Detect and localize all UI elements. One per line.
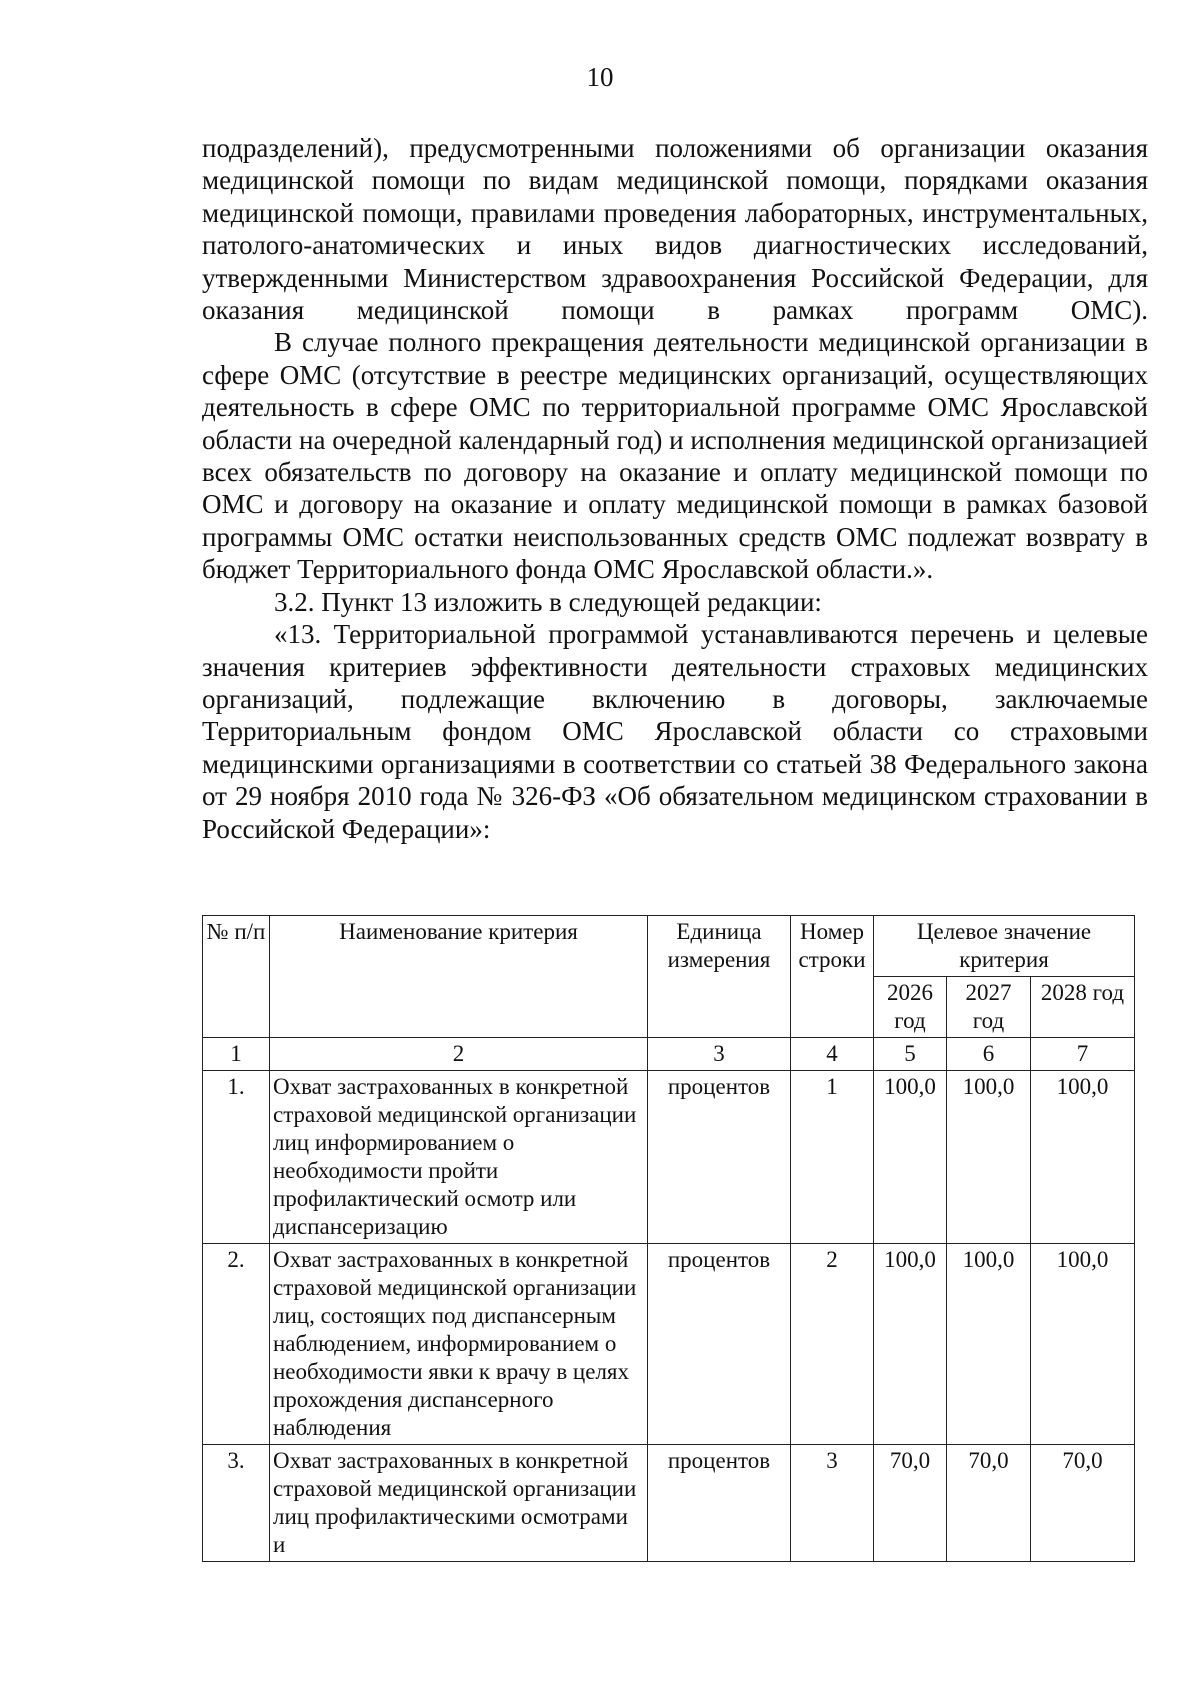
header-year-2026: 2026 год (874, 977, 947, 1038)
line-number: 2 (791, 1244, 874, 1445)
header-year-2027: 2027 год (947, 977, 1031, 1038)
row-num: 1. (203, 1071, 270, 1244)
value-2026: 100,0 (874, 1244, 947, 1445)
value-2026: 70,0 (874, 1445, 947, 1562)
row-num: 3. (203, 1445, 270, 1562)
page-number: 10 (586, 62, 614, 92)
header-num: № п/п (203, 916, 270, 1038)
table-row (203, 1071, 1135, 1244)
table-row (203, 1445, 1135, 1562)
column-number-row (203, 1038, 1135, 1071)
paragraph-item-13: «13. Территориальной программой устанавливаются перечень и целевые значения критериев эффективности деятельности страховых медицинских организаций, подлежащие включению в договоры, заключаемые Территориальным фондом ОМС Ярославской области со страховыми медицинскими организациями в соответствии со статьей 38 Федерального закона от 29 ноября 2010 года № 326-ФЗ «Об обязательном медицинском страховании в Российской Федерации»: (202, 619, 1148, 844)
criteria-table (202, 915, 1135, 1562)
paragraph-termination-case: В случае полного прекращения деятельности медицинской организации в сфере ОМС (отсутствие в реестре медицинских организаций, осуществляющих деятельность в сфере ОМС по территориальной программе ОМС Ярославской области на очередной календарный год) и исполнения медицинской организацией всех обязательств по договору на оказание и оплату медицинской помощи по ОМС и договору на оказание и оплату медицинской помощи в рамках базовой программы ОМС остатки неиспользованных средств ОМС подлежат возврату в бюджет Территориального фонда ОМС Ярославской области.». (202, 327, 1148, 585)
header-line: Номер строки (791, 916, 874, 1038)
header-name: Наименование критерия (270, 916, 648, 1038)
col-number: 1 (203, 1038, 270, 1071)
value-2028: 70,0 (1031, 1445, 1135, 1562)
paragraph-item-3-2: 3.2. Пункт 13 изложить в следующей редакции: (274, 586, 822, 617)
col-number: 6 (947, 1038, 1031, 1071)
value-2028: 100,0 (1031, 1071, 1135, 1244)
document-body (202, 132, 1148, 845)
unit-cell: процентов (648, 1445, 791, 1562)
line-number: 1 (791, 1071, 874, 1244)
col-number: 5 (874, 1038, 947, 1071)
col-number: 3 (648, 1038, 791, 1071)
header-row-1 (203, 916, 1135, 977)
header-target: Целевое значение критерия (874, 916, 1135, 977)
unit-cell: процентов (648, 1071, 791, 1244)
paragraph-continuation: подразделений), предусмотренными положениями об организации оказания медицинской помощи по видам медицинской помощи, порядками оказания медицинской помощи, правилами проведения лабораторных, инструментальных, патолого-анатомических и иных видов диагностических исследований, утвержденными Министерством здравоохранения Российской Федерации, для оказания медицинской помощи в рамках программ ОМС). (202, 133, 1148, 326)
value-2027: 100,0 (947, 1071, 1031, 1244)
line-number: 3 (791, 1445, 874, 1562)
table-row (203, 1244, 1135, 1445)
col-number: 7 (1031, 1038, 1135, 1071)
criterion-name: Охват застрахованных в конкретной страховой медицинской организации лиц, состоящих под диспансерным наблюдением, информированием о необходимости явки к врачу в целях прохождения диспансерного наблюдения (270, 1244, 648, 1445)
criterion-name: Охват застрахованных в конкретной страховой медицинской организации лиц информированием о необходимости пройти профилактический осмотр или диспансеризацию (270, 1071, 648, 1244)
col-number: 2 (270, 1038, 648, 1071)
value-2026: 100,0 (874, 1071, 947, 1244)
header-year-2028: 2028 год (1031, 977, 1135, 1038)
criterion-name: Охват застрахованных в конкретной страховой медицинской организации лиц профилактическими осмотрами и (270, 1445, 648, 1562)
header-unit: Единица измерения (648, 916, 791, 1038)
row-num: 2. (203, 1244, 270, 1445)
value-2027: 70,0 (947, 1445, 1031, 1562)
value-2028: 100,0 (1031, 1244, 1135, 1445)
value-2027: 100,0 (947, 1244, 1031, 1445)
col-number: 4 (791, 1038, 874, 1071)
unit-cell: процентов (648, 1244, 791, 1445)
